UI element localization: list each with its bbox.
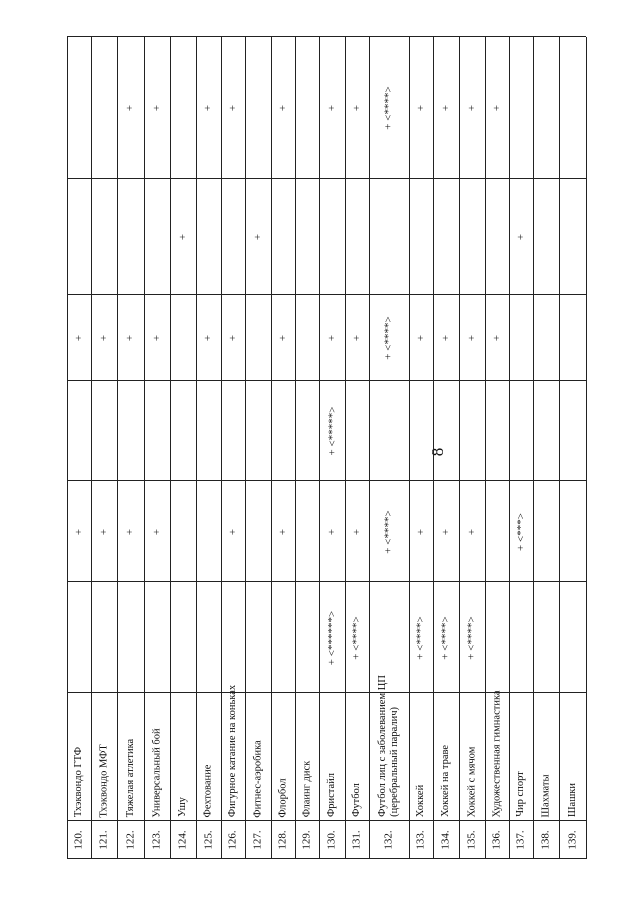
mark-cell-c5 (170, 179, 196, 295)
mark: + (202, 334, 215, 342)
mark-cell-c2 (245, 481, 271, 582)
mark-cell-c3 (144, 381, 170, 481)
mark-cell-c4 (117, 295, 144, 381)
sport-name-cell (196, 693, 221, 821)
mark-cell-c6 (509, 37, 533, 179)
sport-name (540, 774, 552, 817)
mark: + (466, 334, 478, 342)
mark-cell-c4 (271, 295, 295, 381)
mark: + (151, 528, 163, 535)
row-number: 133. (415, 830, 427, 850)
sport-name-cell (295, 693, 319, 821)
sport-name-line: Флорбол (277, 777, 289, 818)
mark-cell-c6 (485, 37, 509, 179)
table-row (196, 37, 221, 859)
mark-cell-c5 (369, 179, 409, 295)
mark-cell-c3 (271, 381, 295, 481)
mark-cell-c3 (533, 381, 559, 481)
table-row (295, 37, 319, 859)
mark-cell-c1 (369, 582, 409, 693)
mark: + (277, 104, 289, 112)
row-number: 127. (252, 830, 264, 850)
row-number-cell (196, 821, 221, 859)
mark-cell-c1 (196, 582, 221, 693)
table-row (271, 37, 295, 859)
mark-cell-c1 (117, 582, 144, 693)
mark-cell-c2 (67, 481, 91, 582)
sport-name-line: Флаинг диск (300, 760, 312, 817)
mark-cell-c5 (433, 179, 459, 295)
mark-cell-c5 (67, 179, 91, 295)
table-row (433, 37, 459, 859)
sport-name-cell (559, 693, 586, 821)
mark-cell-c4 (221, 295, 245, 381)
mark-cell-c6 (559, 37, 586, 179)
mark: + (491, 334, 503, 342)
row-number: 138. (540, 830, 552, 850)
row-number-cell (559, 821, 586, 859)
mark-cell-c3 (196, 381, 221, 481)
mark-cell-c6 (170, 37, 196, 179)
mark: + (124, 104, 137, 112)
mark: + (415, 528, 427, 535)
mark: + (351, 104, 363, 112)
mark-cell-c3 (67, 381, 91, 481)
mark-cell-c3 (221, 381, 245, 481)
table-row (144, 37, 170, 859)
mark-cell-c4 (409, 295, 433, 381)
mark-cell-c4 (345, 295, 369, 381)
mark-cell-c5 (117, 179, 144, 295)
row-number-cell (533, 821, 559, 859)
table-row (345, 37, 369, 859)
mark-cell-c5 (271, 179, 295, 295)
mark: + (252, 233, 264, 241)
mark-cell-c3 (509, 381, 533, 481)
table-row (117, 37, 144, 859)
mark-cell-c1 (91, 582, 117, 693)
mark-cell-c3 (319, 381, 345, 481)
mark: + (227, 528, 239, 535)
mark-cell-c3 (91, 381, 117, 481)
sport-name-cell (271, 693, 295, 821)
mark-cell-c5 (319, 179, 345, 295)
table-row (221, 37, 245, 859)
mark: + (151, 334, 163, 342)
row-number: 124. (177, 830, 189, 850)
row-number: 122. (124, 830, 137, 850)
mark: + <******> (326, 610, 338, 665)
mark-cell-c5 (295, 179, 319, 295)
mark-cell-c1 (271, 582, 295, 693)
sport-name (351, 783, 363, 817)
mark-cell-c6 (533, 37, 559, 179)
mark-cell-c5 (245, 179, 271, 295)
mark-cell-c4 (170, 295, 196, 381)
mark-cell-c5 (509, 179, 533, 295)
mark: + (491, 104, 503, 112)
sport-name (98, 744, 110, 817)
sport-name (151, 728, 163, 817)
row-number-cell (369, 821, 409, 859)
mark: + (124, 528, 137, 535)
mark-cell-c5 (459, 179, 485, 295)
mark: + <***> (515, 512, 527, 551)
row-number: 137. (515, 830, 527, 850)
table-row (509, 37, 533, 859)
sport-name (567, 783, 579, 817)
mark: + (277, 334, 289, 342)
row-number-cell (345, 821, 369, 859)
sport-name-cell (459, 693, 485, 821)
mark-cell-c2 (170, 481, 196, 582)
mark-cell-c4 (295, 295, 319, 381)
mark-cell-c6 (196, 37, 221, 179)
sport-name (301, 760, 313, 817)
table-row (91, 37, 117, 859)
mark-cell-c2 (409, 481, 433, 582)
mark-cell-c2 (117, 481, 144, 582)
mark: + (440, 104, 452, 112)
mark: + (73, 334, 85, 342)
mark-cell-c2 (533, 481, 559, 582)
sport-name-line: Шашки (566, 782, 578, 818)
row-number-cell (409, 821, 433, 859)
mark: + (277, 528, 289, 535)
mark-cell-c6 (67, 37, 91, 179)
mark-cell-c4 (245, 295, 271, 381)
sport-name-cell (345, 693, 369, 821)
mark: + (440, 334, 452, 342)
mark-cell-c6 (221, 37, 245, 179)
table-row (459, 37, 485, 859)
sport-name (277, 778, 289, 817)
sport-name (73, 747, 85, 817)
row-number-cell (319, 821, 345, 859)
table-row (559, 37, 586, 859)
row-number: 120. (73, 830, 85, 850)
mark-cell-c1 (345, 582, 369, 693)
mark-cell-c4 (485, 295, 509, 381)
sport-name-cell (409, 693, 433, 821)
sport-name (515, 771, 527, 817)
mark-cell-c1 (485, 582, 509, 693)
mark-cell-c4 (559, 295, 586, 381)
sport-name-line: Художественная гимнастика (491, 689, 503, 818)
row-number-cell (271, 821, 295, 859)
mark-cell-c2 (345, 481, 369, 582)
mark-cell-c1 (509, 582, 533, 693)
mark: + <****> (383, 316, 395, 360)
sport-name-cell (221, 684, 245, 821)
mark-cell-c2 (509, 481, 533, 582)
mark-cell-c2 (295, 481, 319, 582)
sport-name-cell (170, 693, 196, 821)
mark-cell-c5 (559, 179, 586, 295)
mark-cell-c3 (345, 381, 369, 481)
table-row (533, 37, 559, 859)
mark-cell-c5 (533, 179, 559, 295)
mark-cell-c1 (245, 582, 271, 693)
mark-cell-c5 (409, 179, 433, 295)
mark-cell-c3 (245, 381, 271, 481)
row-number-cell (245, 821, 271, 859)
row-number: 136. (491, 830, 503, 850)
mark-cell-c6 (369, 37, 409, 179)
mark-cell-c3 (433, 381, 459, 481)
mark-cell-c2 (459, 481, 485, 582)
mark-cell-c4 (196, 295, 221, 381)
mark-cell-c2 (221, 481, 245, 582)
mark-cell-c4 (509, 295, 533, 381)
mark: + <****> (415, 615, 427, 660)
sport-name-line: Шахматы (540, 773, 552, 818)
row-number-cell (433, 821, 459, 859)
sport-name-line: Хоккей (415, 784, 427, 818)
mark-cell-c2 (559, 481, 586, 582)
mark-cell-c1 (170, 582, 196, 693)
mark-cell-c6 (245, 37, 271, 179)
sport-name-line: Тхэквондо ГТФ (73, 746, 85, 818)
sport-name-line: Футбол (350, 783, 362, 817)
sport-name-line: (церебральный паралич) (388, 707, 400, 817)
mark-cell-c4 (144, 295, 170, 381)
sport-name-cell (67, 693, 91, 821)
sport-name-line: Чир спорт (514, 771, 526, 817)
mark: + <****> (440, 615, 452, 660)
mark: + (227, 334, 239, 342)
sport-name-line: Тяжелая атлетика (124, 738, 136, 818)
mark-cell-c4 (319, 295, 345, 381)
row-number-cell (117, 821, 144, 859)
mark-cell-c4 (67, 295, 91, 381)
sport-name-cell (485, 689, 509, 821)
mark: + (351, 334, 363, 342)
row-number: 135. (466, 830, 478, 850)
mark-cell-c2 (319, 481, 345, 582)
sport-name (466, 746, 478, 817)
sport-name-line: Универсальный бой (151, 727, 163, 818)
table-row (170, 37, 196, 859)
sport-name (415, 785, 427, 817)
mark: + <****> (383, 86, 395, 130)
mark-cell-c5 (91, 179, 117, 295)
mark: + (202, 104, 215, 112)
mark-cell-c5 (485, 179, 509, 295)
mark-cell-c3 (409, 381, 433, 481)
mark-cell-c3 (485, 381, 509, 481)
mark-cell-c4 (459, 295, 485, 381)
mark-cell-c1 (459, 582, 485, 693)
mark-cell-c1 (67, 582, 91, 693)
mark-cell-c6 (345, 37, 369, 179)
sport-name-cell (245, 693, 271, 821)
sport-name (227, 685, 239, 817)
table-row (319, 37, 345, 859)
table-row (245, 37, 271, 859)
mark-cell-c5 (345, 179, 369, 295)
mark-cell-c6 (91, 37, 117, 179)
sport-name (440, 745, 452, 817)
sport-name-line: Фристайл (326, 772, 338, 818)
sport-name-cell (433, 693, 459, 821)
table-row (369, 37, 409, 859)
mark: + (326, 334, 338, 342)
sport-name-line: Фехтование (202, 764, 214, 817)
row-number-cell (485, 821, 509, 859)
table-row (409, 37, 433, 859)
sport-name-line: Футбол лиц с заболеванием ЦП (376, 675, 388, 817)
mark: + (151, 104, 163, 112)
mark-cell-c6 (295, 37, 319, 179)
row-number-cell (295, 821, 319, 859)
mark-cell-c1 (295, 582, 319, 693)
mark: + (440, 528, 452, 535)
sport-name-cell (144, 693, 170, 821)
row-number-cell (170, 821, 196, 859)
row-number: 134. (440, 830, 452, 850)
mark-cell-c3 (117, 381, 144, 481)
sport-name (125, 739, 137, 817)
mark-cell-c1 (144, 582, 170, 693)
sport-name-cell (509, 693, 533, 821)
row-number-cell (144, 821, 170, 859)
table-row (67, 37, 91, 859)
mark-cell-c4 (369, 295, 409, 381)
sport-name-cell (533, 693, 559, 821)
row-number-cell (459, 821, 485, 859)
mark-cell-c6 (144, 37, 170, 179)
sport-name-line: Тхэквондо МФТ (98, 743, 110, 818)
mark: + (466, 528, 478, 535)
sport-name (202, 764, 214, 817)
sport-name-cell (319, 693, 345, 821)
row-number: 121. (98, 830, 110, 850)
table-row (485, 37, 509, 859)
mark-cell-c2 (91, 481, 117, 582)
sport-name-line: Фитнес-аэробика (252, 739, 264, 818)
page-number: 8 (428, 447, 447, 457)
mark-cell-c1 (319, 582, 345, 693)
sport-name (491, 690, 503, 817)
row-number: 126. (227, 830, 239, 850)
row-number: 130. (326, 830, 338, 850)
sport-name-cell (91, 693, 117, 821)
sport-name-line: Хоккей с мячом (465, 746, 477, 817)
mark: + (326, 528, 338, 535)
sport-name (177, 797, 189, 817)
mark-cell-c2 (144, 481, 170, 582)
mark-cell-c6 (319, 37, 345, 179)
row-number-cell (91, 821, 117, 859)
mark-cell-c3 (295, 381, 319, 481)
mark-cell-c1 (559, 582, 586, 693)
mark-cell-c1 (221, 582, 245, 693)
mark: + <*****> (326, 406, 338, 456)
mark: + <****> (466, 615, 478, 660)
mark: + (177, 233, 189, 241)
row-number: 123. (151, 830, 163, 850)
mark-cell-c6 (409, 37, 433, 179)
mark: + (227, 104, 239, 112)
mark-cell-c6 (433, 37, 459, 179)
sport-name (326, 773, 338, 817)
sport-name (252, 740, 264, 817)
mark-cell-c2 (369, 481, 409, 582)
mark-cell-c5 (144, 179, 170, 295)
row-number: 132. (383, 830, 395, 850)
mark-cell-c2 (271, 481, 295, 582)
mark: + (98, 528, 110, 535)
row-number: 128. (277, 830, 289, 850)
mark: + (515, 233, 527, 241)
mark-cell-c3 (559, 381, 586, 481)
row-number-cell (67, 821, 91, 859)
mark-cell-c4 (91, 295, 117, 381)
row-number: 139. (566, 830, 579, 850)
mark: + (415, 104, 427, 112)
mark: + (73, 528, 85, 535)
mark-cell-c1 (409, 582, 433, 693)
mark-cell-c5 (196, 179, 221, 295)
mark: + (98, 334, 110, 342)
row-number: 131. (351, 830, 363, 850)
sport-name (377, 675, 401, 817)
mark: + (124, 334, 137, 342)
row-number: 125. (202, 830, 215, 850)
mark: + (326, 104, 338, 112)
mark: + (466, 104, 478, 112)
mark-cell-c6 (459, 37, 485, 179)
sport-name-cell (117, 693, 144, 821)
mark: + (351, 528, 363, 535)
mark-cell-c6 (271, 37, 295, 179)
mark-cell-c2 (196, 481, 221, 582)
mark: + <****> (383, 509, 395, 554)
sports-table (67, 37, 586, 859)
mark-cell-c1 (533, 582, 559, 693)
mark: + <****> (351, 615, 363, 660)
sport-name-line: Ушу (176, 797, 188, 817)
sport-name-line: Фигурное катание на коньках (227, 684, 239, 818)
mark-cell-c3 (369, 381, 409, 481)
row-number: 129. (301, 830, 313, 850)
sport-name-line: Хоккей на траве (440, 744, 452, 818)
row-number-cell (221, 821, 245, 859)
mark-cell-c6 (117, 37, 144, 179)
mark-cell-c2 (433, 481, 459, 582)
mark-cell-c3 (459, 381, 485, 481)
mark-cell-c2 (485, 481, 509, 582)
mark-cell-c4 (533, 295, 559, 381)
mark-cell-c4 (433, 295, 459, 381)
mark-cell-c5 (221, 179, 245, 295)
mark: + (415, 334, 427, 342)
mark-cell-c3 (170, 381, 196, 481)
sport-name-cell (369, 675, 409, 821)
row-number-cell (509, 821, 533, 859)
mark-cell-c1 (433, 582, 459, 693)
